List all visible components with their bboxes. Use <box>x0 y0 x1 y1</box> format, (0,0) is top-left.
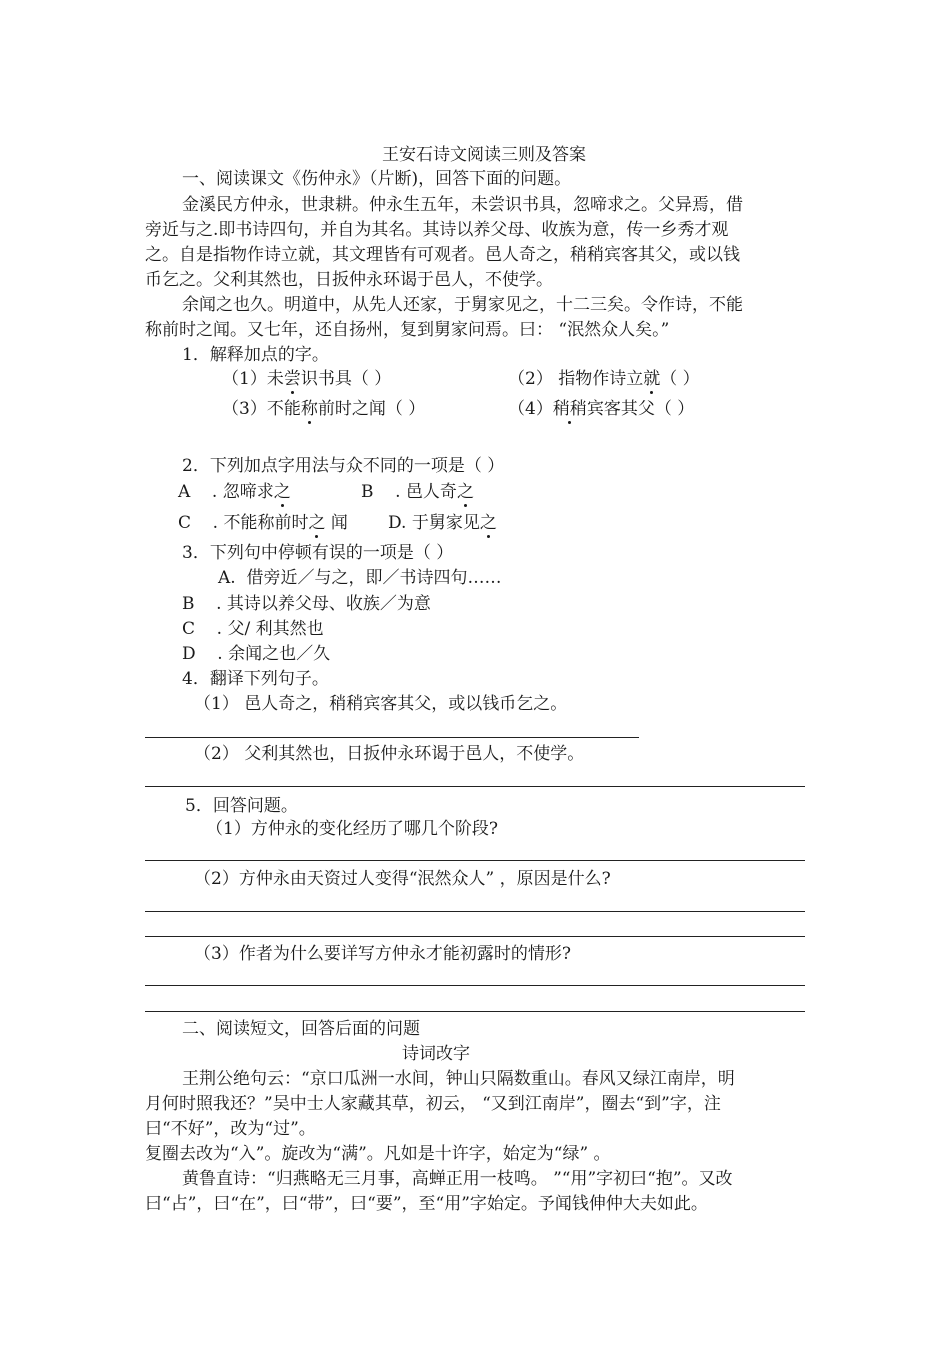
passage-line: 币乞之。父利其然也，日扳仲永环谒于邑人，不使学。 <box>145 270 553 290</box>
dotted-char: 尝 <box>283 369 301 389</box>
question-3-option: C . 父/ 利其然也 <box>182 619 324 639</box>
question-1-item: （4）稍稍宾客其父（ ） <box>508 399 695 419</box>
answer-line[interactable] <box>145 737 639 738</box>
dotted-char: 就 <box>643 369 661 389</box>
dotted-char: 之 <box>273 482 291 502</box>
question-5-item: （2）方仲永由天资过人变得“泯然众人” ，原因是什么? <box>194 869 611 889</box>
section1-heading: 一、阅读课文《伤仲永》（片断)，回答下面的问题。 <box>182 169 572 189</box>
question-1-prompt: 1．解释加点的字。 <box>182 345 329 365</box>
dotted-char: 稍稍 <box>552 399 587 419</box>
passage-line: 之。自是指物作诗立就，其文理皆有可观者。邑人奇之，稍稍宾客其父，或以钱 <box>145 245 740 265</box>
section2-subtitle: 诗词改字 <box>402 1044 470 1064</box>
question-1-item: （2） 指物作诗立就（ ） <box>508 369 700 389</box>
question-4-item: （1） 邑人奇之，稍稍宾客其父，或以钱币乞之。 <box>194 694 568 714</box>
question-2-prompt: 2．下列加点字用法与众不同的一项是（ ） <box>182 456 505 476</box>
question-5-item: （1）方仲永的变化经历了哪几个阶段? <box>206 819 498 839</box>
answer-line[interactable] <box>145 936 805 937</box>
passage-line: 曰“占”，曰“在”，曰“带”，曰“要”，至“用”字始定。予闻钱伸仲大夫如此。 <box>145 1194 708 1214</box>
passage-line: 曰“不好”，改为“过”。 <box>145 1119 316 1139</box>
passage-line: 余闻之也久。明道中，从先人还家，于舅家见之，十二三矣。令作诗，不能 <box>182 295 743 315</box>
question-2-option: A . 忽啼求之 <box>178 482 291 502</box>
question-4-prompt: 4．翻译下列句子。 <box>182 669 329 689</box>
question-2-option: C . 不能称前时之 闻 <box>178 513 348 533</box>
passage-line: 王荆公绝句云：“京口瓜洲一水间，钟山只隔数重山。春风又绿江南岸，明 <box>182 1069 735 1089</box>
section2-heading: 二、阅读短文，回答后面的问题 <box>182 1019 420 1039</box>
passage-line: 月何时照我还？”吴中士人家藏其草，初云， “又到江南岸”，圈去“到”字，注 <box>145 1094 721 1114</box>
dotted-char: 之 <box>479 513 497 533</box>
answer-line[interactable] <box>145 1011 805 1012</box>
question-5-prompt: 5．回答问题。 <box>185 796 298 816</box>
question-3-option: A. 借旁近／与之，即／书诗四句…… <box>218 568 502 588</box>
passage-line: 黄鲁直诗：“归燕略无三月事，高蝉正用一枝鸣。 ”“用”字初曰“抱”。又改 <box>182 1169 733 1189</box>
answer-line[interactable] <box>145 786 805 787</box>
answer-line[interactable] <box>145 911 805 912</box>
question-5-item: （3）作者为什么要详写方仲永才能初露时的情形? <box>194 944 571 964</box>
question-4-item: （2） 父利其然也，日扳仲永环谒于邑人，不使学。 <box>194 744 585 764</box>
passage-line: 复圈去改为“入”。旋改为“满”。凡如是十许字，始定为“绿” 。 <box>145 1144 611 1164</box>
question-3-prompt: 3．下列句中停顿有误的一项是（ ） <box>182 543 454 563</box>
passage-line: 旁近与之.即书诗四句，并自为其名。其诗以养父母、收族为意，传一乡秀才观 <box>145 220 729 240</box>
answer-line[interactable] <box>145 985 805 986</box>
question-1-item: （1）未尝识书具（ ） <box>222 369 392 389</box>
dotted-char: 称 <box>300 399 318 419</box>
passage-line: 称前时之闻。又七年，还自扬州，复到舅家问焉。曰： “泯然众人矣。” <box>145 320 670 340</box>
question-2-option: D. 于舅家见之 <box>388 513 497 533</box>
passage-line: 金溪民方仲永，世隶耕。仲永生五年，未尝识书具，忽啼求之。父异焉，借 <box>182 195 743 215</box>
dotted-char: 之 <box>456 482 474 502</box>
question-3-option: B . 其诗以养父母、收族／为意 <box>182 594 431 614</box>
page-title: 王安石诗文阅读三则及答案 <box>382 145 586 165</box>
answer-line[interactable] <box>145 860 805 861</box>
question-1-item: （3）不能称前时之闻（ ） <box>222 399 426 419</box>
dotted-char: 之 <box>308 513 326 533</box>
question-2-option: B . 邑人奇之 <box>361 482 474 502</box>
question-3-option: D . 余闻之也／久 <box>182 644 331 664</box>
